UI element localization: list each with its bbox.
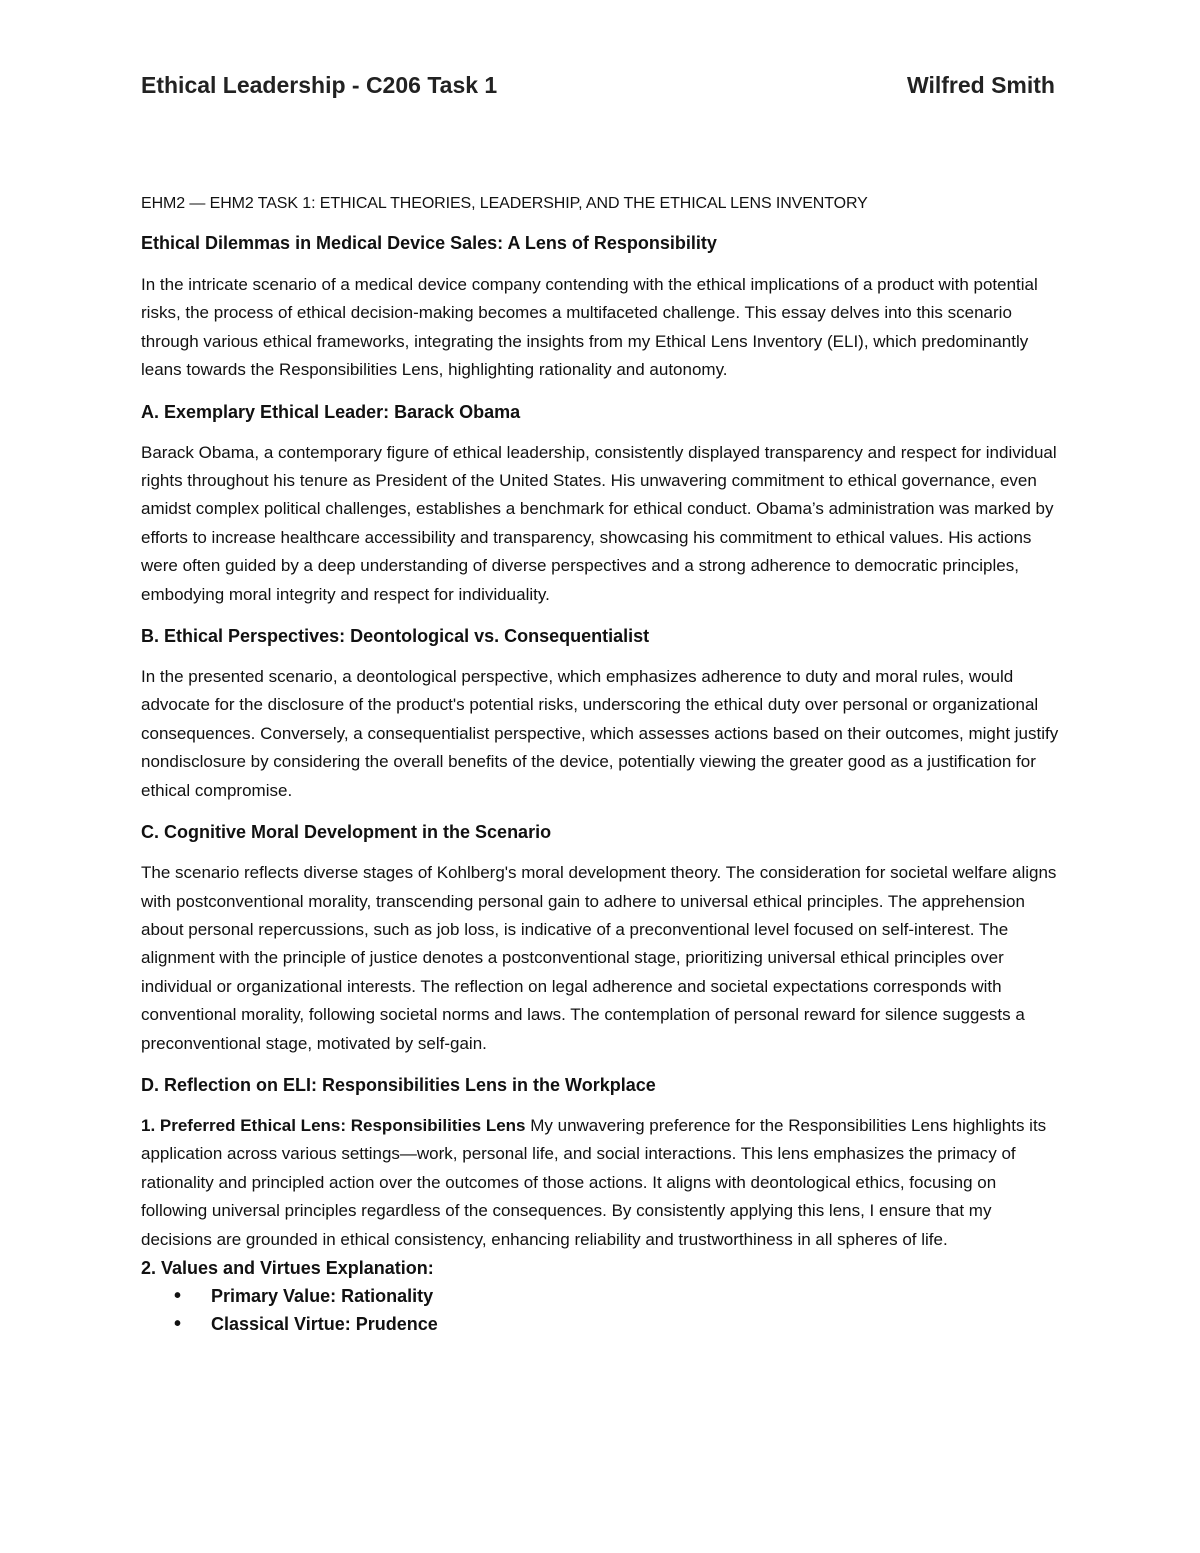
list-item <box>174 1282 1060 1310</box>
section-c-paragraph: The scenario reflects diverse stages of Kohlberg's moral development theory. The consideration for societal welfare aligns with postconventional morality, transcending personal gain to adhere to universal ethical principles. The apprehension about personal repercussions, such as job loss, is indicative of a preconventional level focused on self-interest. The alignment with the principle of justice denotes a postconventional stage, prioritizing universal ethical principles over individual or organizational interests. The reflection on legal adherence and societal expectations corresponds with conventional morality, following societal norms and laws. The contemplation of personal reward for silence suggests a preconventional stage, motivated by self-gain. <box>141 863 1057 1053</box>
section-a-paragraph: Barack Obama, a contemporary figure of ethical leadership, consistently displayed transparency and respect for individual rights throughout his tenure as President of the United States. His unwavering commitment to ethical governance, even amidst complex political challenges, establishes a benchmark for ethical conduct. Obama’s administration was marked by efforts to increase healthcare accessibility and transparency, showcasing his commitment to ethical values. His actions were often guided by a deep understanding of diverse perspectives and a strong adherence to democratic principles, embodying moral integrity and respect for individuality. <box>141 442 1057 604</box>
document-body <box>141 192 1060 1338</box>
course-subtitle: EHM2 — EHM2 TASK 1: ETHICAL THEORIES, LEADERSHIP, AND THE ETHICAL LENS INVENTORY <box>141 195 868 212</box>
section-d-item1-paragraph <box>141 1112 1060 1254</box>
section-d-item1-body: My unwavering preference for the Responsibilities Lens highlights its application across various settings—work, personal life, and social interactions. This lens emphasizes the primacy of rationality and principled action over the outcomes of those actions. It aligns with deontological ethics, focusing on following universal principles regardless of the consequences. By consistently applying this lens, I ensure that my decisions are grounded in ethical consistency, enhancing reliability and trustworthiness in all spheres of life. <box>141 1115 1047 1249</box>
bullet-icon: • <box>174 1312 182 1335</box>
essay-title: Ethical Dilemmas in Medical Device Sales: A Lens of Responsibility <box>141 233 717 253</box>
section-d-item1-label: 1. Preferred Ethical Lens: Responsibilities Lens <box>141 1115 526 1135</box>
section-d-heading: D. Reflection on ELI: Responsibilities Lens in the Workplace <box>141 1074 656 1095</box>
section-d-item2-heading: 2. Values and Virtues Explanation: <box>141 1257 434 1278</box>
section-b-paragraph: In the presented scenario, a deontological perspective, which emphasizes adherence to duty and moral rules, would advocate for the disclosure of the product's potential risks, underscoring the ethical duty over personal or organizational consequences. Conversely, a consequentialist perspective, which assesses actions based on their outcomes, might justify nondisclosure by considering the overall benefits of the device, potentially viewing the greater good as a justification for ethical compromise. <box>141 667 1059 800</box>
intro-paragraph: In the intricate scenario of a medical device company contending with the ethical implications of a product with potential risks, the process of ethical decision-making becomes a multifaceted challenge. This essay delves into this scenario through various ethical frameworks, integrating the insights from my Ethical Lens Inventory (ELI), which predominantly leans towards the Responsibilities Lens, highlighting rationality and autonomy. <box>141 275 1038 380</box>
list-item-text: Primary Value: Rationality <box>211 1285 434 1306</box>
page-header <box>141 72 1055 99</box>
list-item <box>174 1310 1060 1338</box>
values-list <box>141 1282 1060 1338</box>
bullet-icon: • <box>174 1284 182 1307</box>
header-author: Wilfred Smith <box>906 72 1055 98</box>
section-c-heading: C. Cognitive Moral Development in the Scenario <box>141 822 552 843</box>
section-b-heading: B. Ethical Perspectives: Deontological vs. Consequentialist <box>141 626 650 647</box>
list-item-text: Classical Virtue: Prudence <box>211 1313 438 1334</box>
header-title: Ethical Leadership - C206 Task 1 <box>141 72 498 98</box>
section-a-heading: A. Exemplary Ethical Leader: Barack Obama <box>141 401 521 422</box>
